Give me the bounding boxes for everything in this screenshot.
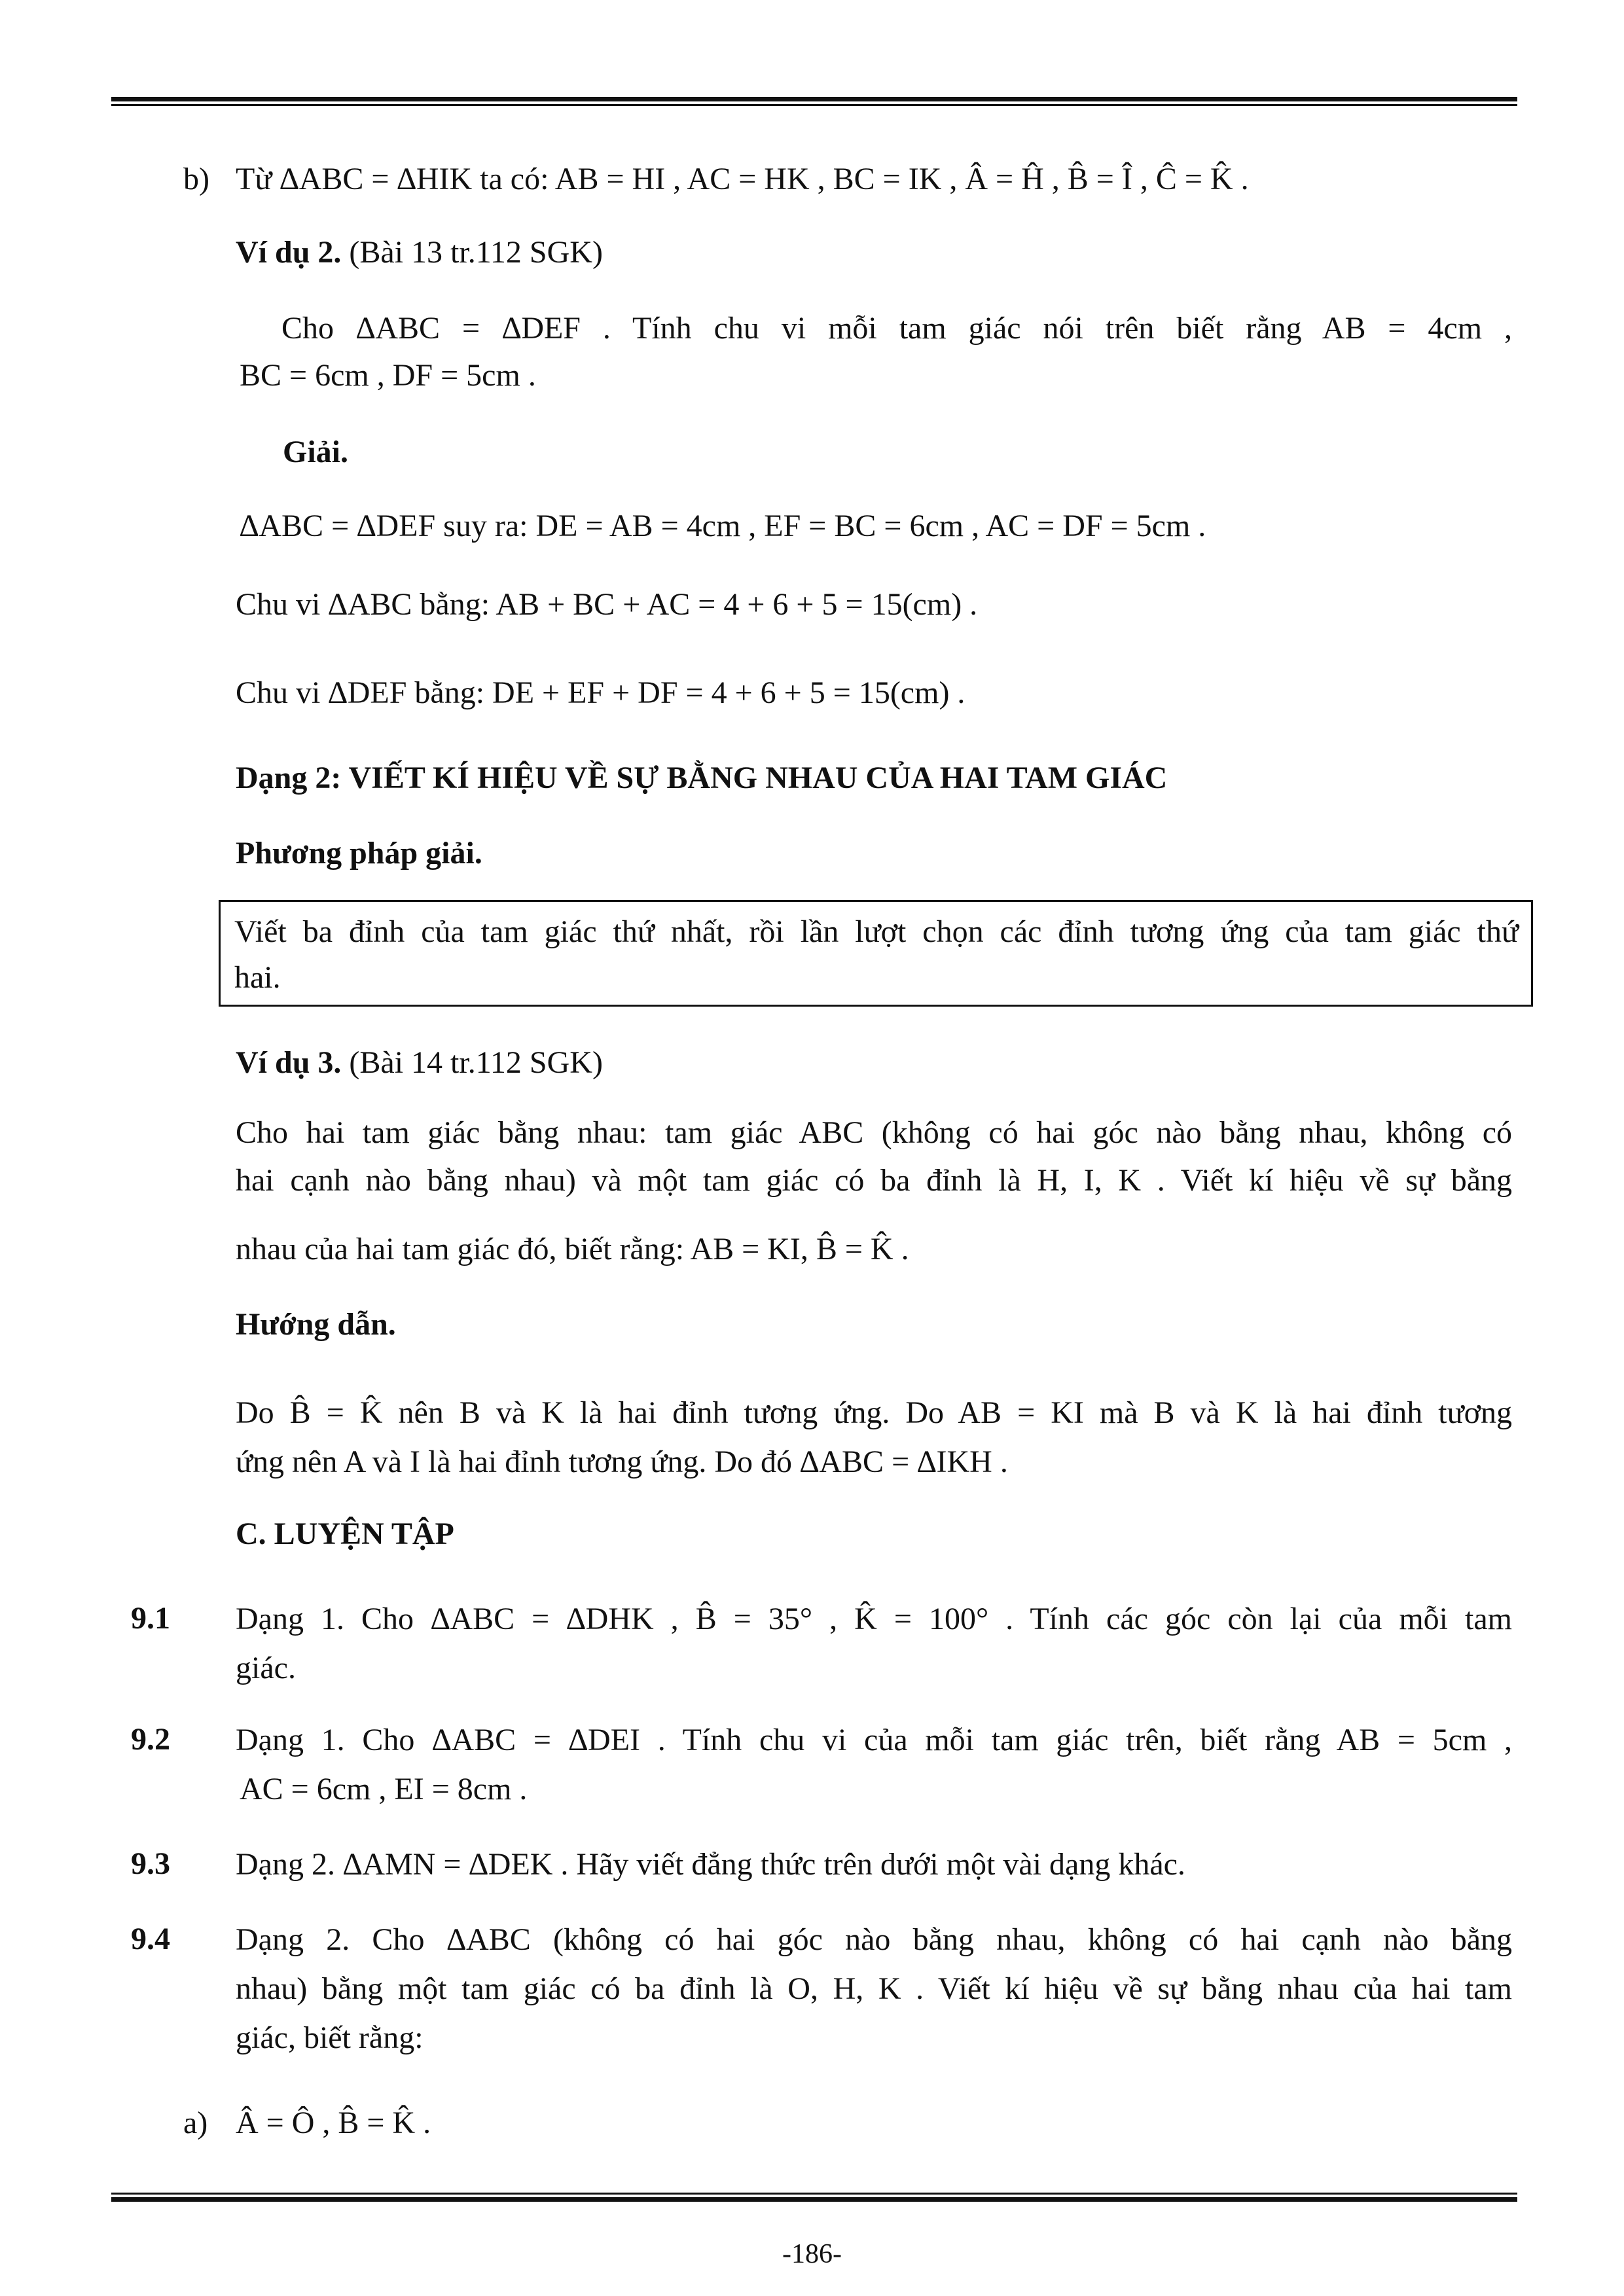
example2-line2: BC = 6cm , DF = 5cm . [240, 358, 536, 393]
method-box-line2: hai. [234, 960, 281, 995]
exercise-9-4-number: 9.4 [131, 1922, 170, 1956]
exercise-9-2-line1: Dạng 1. Cho ∆ABC = ∆DEI . Tính chu vi của mỗi tam giác trên, biết rằng AB = 5cm , [236, 1723, 1512, 1757]
example2-title-bold: Ví dụ 2. [236, 235, 342, 270]
b-item-label: b) [183, 162, 209, 196]
example3-line2: hai cạnh nào bằng nhau) và một tam giác có ba đỉnh là H, I, K . Viết kí hiệu về sự bằng [236, 1163, 1512, 1198]
example3-title-bold: Ví dụ 3. [236, 1045, 342, 1080]
example3-line1: Cho hai tam giác bằng nhau: tam giác ABC (không có hai góc nào bằng nhau, không có [236, 1115, 1512, 1150]
guide-line1: Do B̂ = K̂ nên B và K là hai đỉnh tương ứng. Do AB = KI mà B và K là hai đỉnh tương [236, 1395, 1512, 1430]
example3-line3: nhau của hai tam giác đó, biết rằng: AB = KI, B̂ = K̂ . [236, 1232, 909, 1266]
exercise-9-3-line1: Dạng 2. ∆AMN = ∆DEK . Hãy viết đẳng thức trên dưới một vài dạng khác. [236, 1847, 1185, 1882]
method-box-line1: Viết ba đỉnh của tam giác thứ nhất, rồi lần lượt chọn các đỉnh tương ứng của tam giác thứ [234, 914, 1519, 949]
exercise-9-2-number: 9.2 [131, 1722, 170, 1757]
solution-line1: ∆ABC = ∆DEF suy ra: DE = AB = 4cm , EF = BC = 6cm , AC = DF = 5cm . [240, 509, 1206, 543]
exercise-9-1-number: 9.1 [131, 1601, 170, 1636]
guide-line2: ứng nên A và I là hai đỉnh tương ứng. Do đó ∆ABC = ∆IKH . [236, 1444, 1008, 1479]
example2-line1: Cho ∆ABC = ∆DEF . Tính chu vi mỗi tam giác nói trên biết rằng AB = 4cm , [281, 311, 1512, 346]
page-number: -186- [782, 2239, 842, 2269]
method-title: Phương pháp giải. [236, 836, 482, 870]
exercise-9-1-line1: Dạng 1. Cho ∆ABC = ∆DHK , B̂ = 35° , K̂ = 100° . Tính các góc còn lại của mỗi tam [236, 1602, 1512, 1636]
subitem-a-label: a) [183, 2106, 208, 2140]
guide-title: Hướng dẫn. [236, 1307, 396, 1342]
example3-title [236, 1044, 603, 1082]
exercise-9-4-line1: Dạng 2. Cho ∆ABC (không có hai góc nào bằng nhau, không có hai cạnh nào bằng [236, 1922, 1512, 1957]
b-item-text: Từ ∆ABC = ∆HIK ta có: AB = HI , AC = HK , BC = IK , Â = Ĥ , B̂ = Î , Ĉ = K̂ . [236, 162, 1249, 196]
example2-title-rest: (Bài 13 tr.112 SGK) [349, 235, 603, 270]
subitem-a-text: Â = Ô , B̂ = K̂ . [236, 2106, 431, 2140]
exercise-9-4-line2: nhau) bằng một tam giác có ba đỉnh là O, H, K . Viết kí hiệu về sự bằng nhau của hai tam [236, 1971, 1512, 2006]
practice-title: C. LUYỆN TẬP [236, 1516, 454, 1551]
solution-title: Giải. [283, 435, 349, 469]
footer-rule [111, 2193, 1517, 2202]
exercise-9-3-number: 9.3 [131, 1846, 170, 1881]
example3-title-rest: (Bài 14 tr.112 SGK) [349, 1045, 603, 1080]
exercise-9-1-line2: giác. [236, 1651, 296, 1685]
dang2-title: Dạng 2: VIẾT KÍ HIỆU VỀ SỰ BẰNG NHAU CỦA HAI TAM GIÁC [236, 761, 1168, 795]
solution-line2: Chu vi ∆ABC bằng: AB + BC + AC = 4 + 6 + 5 = 15(cm) . [236, 587, 978, 622]
exercise-9-2-line2: AC = 6cm , EI = 8cm . [240, 1772, 528, 1806]
solution-line3: Chu vi ∆DEF bằng: DE + EF + DF = 4 + 6 + 5 = 15(cm) . [236, 675, 965, 710]
header-rule [111, 97, 1517, 106]
exercise-9-4-line3: giác, biết rằng: [236, 2020, 424, 2055]
example2-title [236, 234, 603, 272]
